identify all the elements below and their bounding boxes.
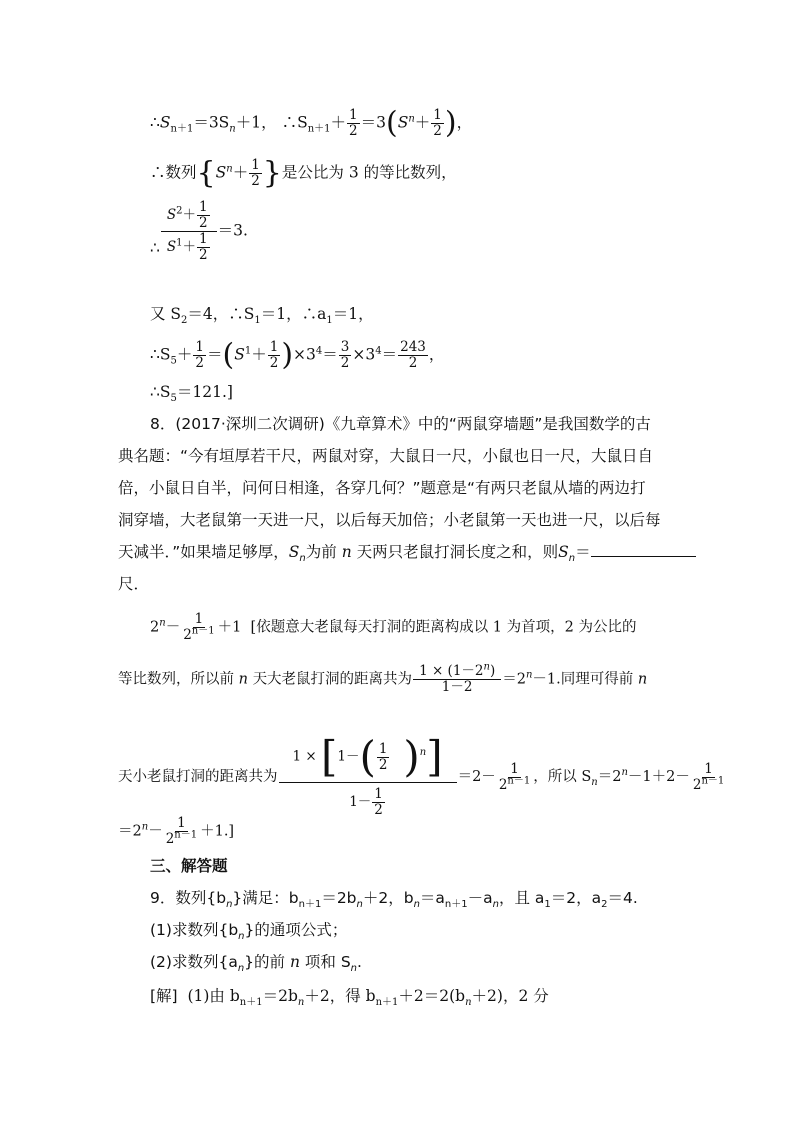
eq-line-2: ∴数列{$S^n+$ $\frac{1}{2}$ }是公比为 3 的等比数列， (150, 155, 457, 191)
q8-line-1: 8．(2017·深圳二次调研)《九章算术》中的“两鼠穿墙题”是我国数学的古 (150, 415, 651, 433)
q9-part1: (1)求数列$\{b_n\}$的通项公式； (150, 921, 348, 943)
q8-line-3: 倍，小鼠日自半，问何日相逢，各穿几何？”题意是“有两只老鼠从墙的两边打 (118, 479, 646, 497)
q9-part2: (2)求数列$\{a_n\}$的前 n 项和 $S_n$. (150, 953, 362, 975)
q8-line-6: 尺． (118, 575, 150, 593)
solution-line: [解] (1)由 $b_{n+1}=2b_n+2$，得 $b_{n+1}+2=2(b_n+2)$，2 分 (150, 987, 549, 1009)
ans8-line-1: $2^n-$ $\frac{1}{2^{n-1}}$ ＋1 [依题意大老鼠每天打洞的距离构成以 1 为首项，2 为公比的 (150, 611, 637, 643)
eq-line-1: $\therefore S_{n+1}=3S_n+1$， $\therefore S_{n+1}+$ $\frac{1}{2}$ $=3(S^n+$ $\frac{1}{2}$ )， (150, 105, 473, 141)
q8-line-5: 天减半．”如果墙足够厚，$S_n$为前 n 天两只老鼠打洞长度之和，则$S_n=$ (118, 542, 696, 562)
eq-line-5: $\therefore S_5+$ $\frac{1}{2}$ $=(S^1+$ $\frac{1}{2}$ )$\times 3^4=$ $\frac{3}{2}$ $\times 3^4=$ $\frac{243}{2}$ ， (150, 337, 445, 373)
solution-tag: [解] (150, 987, 178, 1005)
ans8-line-2: 等比数列，所以前 n 天大老鼠打洞的距离共为 $\frac{1 \times (1-2^n)}{1-2}$ $=2^n-1$.同理可得前 n (118, 661, 648, 695)
section-heading: 三、解答题 (150, 857, 228, 875)
answer-blank (591, 542, 696, 557)
eq-line-4: 又 $S_2=4$，$\therefore S_1=1$，$\therefore a_1=1$， (150, 305, 374, 327)
q8-line-2: 典名题：“今有垣厚若干尺，两鼠对穿，大鼠日一尺，小鼠也日一尺，大鼠日自 (118, 447, 654, 465)
ans8-line-4: $=2^n-$ $\frac{1}{2^{n-1}}$ ＋1.] (118, 815, 235, 847)
eq-line-6: $\therefore S_5=121$.] (150, 383, 233, 405)
q8-line-4: 洞穿墙，大老鼠第一天进一尺，以后每天加倍；小老鼠第一天也进一尺，以后每 (118, 511, 661, 529)
ans8-line-3: 天小老鼠打洞的距离共为 1 × [1－( $\frac{1}{2}$ )$^n$] 1－ $\frac{1}{2}$ ＝2－ $\frac{1}{2^{n-1}}$ ，所以 $S_n=2^n-1+2-$ $\frac{1}{2^{n-1}}$ (118, 732, 725, 818)
q9-line: 9．数列$\{b_n\}$满足：$b_{n+1}=2b_n+2$，$b_n=a_{n+1}-a_n$，且 $a_1=2$，$a_2=4$. (150, 889, 638, 911)
ratio-line: ∴ $S^2+$ $\frac{1}{2}$ $S^1+$ $\frac{1}{2}$ ＝3. (150, 199, 248, 263)
